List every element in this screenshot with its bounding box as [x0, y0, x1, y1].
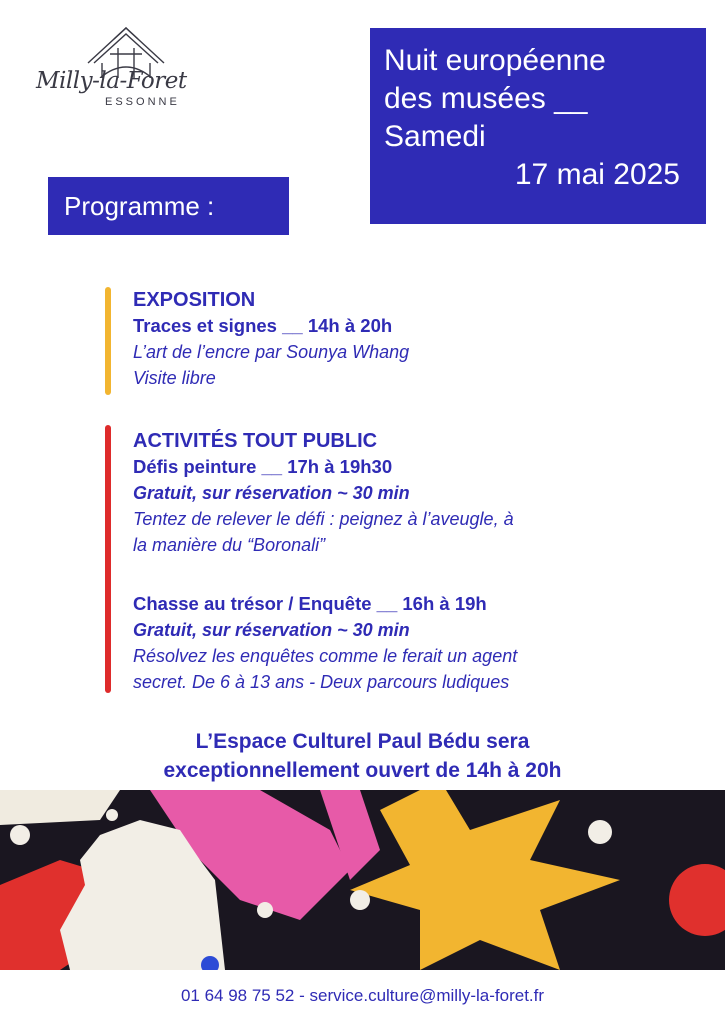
opening-note-line-1: L’Espace Culturel Paul Bédu sera [195, 730, 530, 753]
activity-2-info: Gratuit, sur réservation ~ 30 min [133, 620, 410, 640]
opening-note [0, 727, 725, 785]
opening-hours: 14h à 20h [465, 759, 562, 782]
artwork-banner [0, 790, 725, 970]
activity-1-desc-2: la manière du “Boronali” [133, 535, 326, 555]
activity-2-desc-1: Résolvez les enquêtes comme le ferait un agent [133, 646, 518, 666]
exposition-description: L’art de l’encre par Sounya Whang [133, 342, 410, 362]
opening-note-line-2 [0, 756, 725, 785]
activities-accent-bar [105, 425, 111, 693]
activity-2-title: Chasse au trésor / Enquête __ 16h à 19h [133, 593, 487, 614]
exposition-section [133, 287, 693, 391]
event-date: 17 mai 2025 [514, 158, 680, 191]
logo-subtitle: ESSONNE [105, 96, 180, 108]
dot-4 [10, 825, 30, 845]
title-line-2: des musées __ [384, 82, 588, 115]
programme-label: Programme : [48, 177, 289, 235]
logo [28, 18, 213, 113]
activity-1-title: Défis peinture __ 17h à 19h30 [133, 456, 393, 477]
activities-heading: ACTIVITÉS TOUT PUBLIC [133, 430, 378, 452]
contact-line: 01 64 98 75 52 - service.culture@milly-la-foret.fr [180, 986, 545, 1005]
event-title-box [370, 28, 706, 224]
dot-2 [588, 820, 612, 844]
activity-2-desc-2: secret. De 6 à 13 ans - Deux parcours ludiques [133, 672, 510, 692]
logo-wordmark: Milly-la-Foret [36, 68, 187, 94]
activity-1-desc-1: Tentez de relever le défi : peignez à l’aveugle, à [133, 509, 514, 529]
title-line-3: Samedi [384, 120, 486, 153]
exposition-visit: Visite libre [133, 368, 216, 388]
title-line-1: Nuit européenne [384, 44, 606, 77]
opening-note-text: exceptionnellement ouvert de [163, 759, 466, 782]
activity-2 [133, 591, 693, 695]
exposition-accent-bar [105, 287, 111, 395]
activity-1-info: Gratuit, sur réservation ~ 30 min [133, 483, 410, 503]
exposition-heading: EXPOSITION [133, 289, 256, 311]
exposition-subtitle: Traces et signes __ 14h à 20h [133, 315, 393, 336]
dot-1 [350, 890, 370, 910]
activities-section [133, 428, 693, 558]
dot-3 [257, 902, 273, 918]
